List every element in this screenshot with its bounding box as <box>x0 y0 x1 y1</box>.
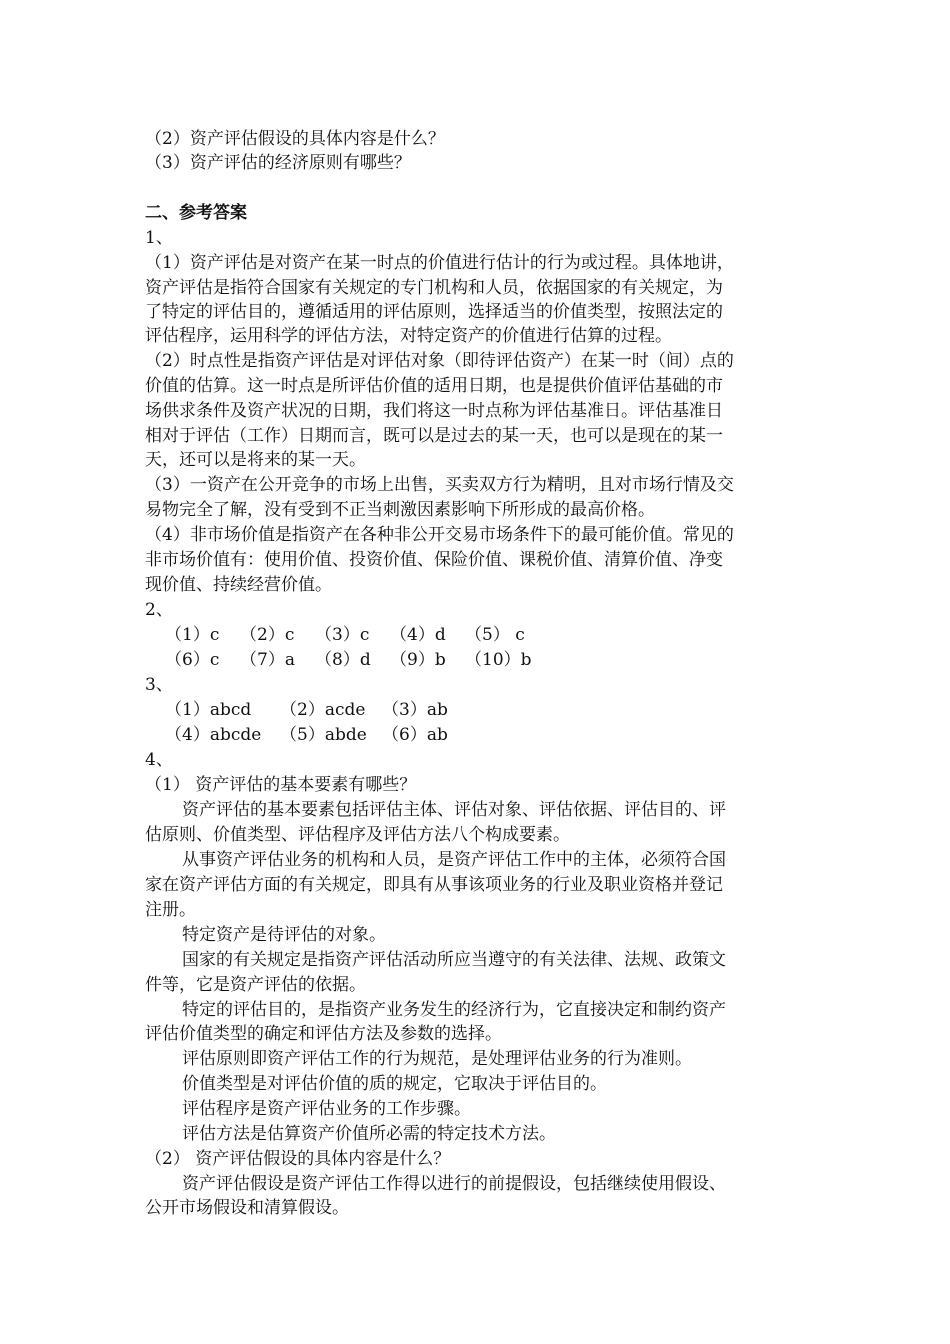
q4-sub1-line: 特定的评估目的，是指资产业务发生的经济行为，它直接决定和制约资产 <box>182 1000 726 1020</box>
question-3-text: （3）资产评估的经济原则有哪些？ <box>145 153 411 173</box>
q2-answer: （6）c <box>165 650 220 670</box>
q1-line: 场供求条件及资产状况的日期，我们将这一时点称为评估基准日。评估基准日 <box>145 401 723 421</box>
question-2-text: （2）资产评估假设的具体内容是什么？ <box>145 129 445 149</box>
q4-sub2-line: 资产评估假设是资产评估工作得以进行的前提假设，包括继续使用假设、 <box>182 1174 726 1194</box>
q4-sub1-title: （1） 资产评估的基本要素有哪些？ <box>145 775 417 795</box>
q1-line: 价值的估算。这一时点是所评估价值的适用日期，也是提供价值评估基础的市 <box>145 376 723 396</box>
q2-number: 2、 <box>145 600 173 620</box>
q4-sub1-line: 评估原则即资产评估工作的行为规范，是处理评估业务的行为准则。 <box>182 1049 692 1069</box>
q3-number: 3、 <box>145 675 173 695</box>
q4-sub1-line: 家在资产评估方面的有关规定，即具有从事该项业务的行业及职业资格并登记 <box>145 875 723 895</box>
q1-line: 易物完全了解，没有受到不正当刺激因素影响下所形成的最高价格。 <box>145 500 655 520</box>
q3-answer: （5）abde <box>280 725 367 745</box>
q4-sub1-line: 资产评估的基本要素包括评估主体、评估对象、评估依据、评估目的、评 <box>182 800 726 820</box>
q4-sub1-line: 估原则、价值类型、评估程序及评估方法八个构成要素。 <box>145 825 570 845</box>
q4-sub2-title: （2） 资产评估假设的具体内容是什么？ <box>145 1149 451 1169</box>
q1-line: 现价值、持续经营价值。 <box>145 575 332 595</box>
q3-answer: （4）abcde <box>165 725 262 745</box>
answers-heading: 二、参考答案 <box>145 203 247 223</box>
q4-sub1-line: 评估程序是资产评估业务的工作步骤。 <box>182 1099 471 1119</box>
q2-answer: （4）d <box>390 625 446 645</box>
q4-sub1-line: 国家的有关规定是指资产评估活动所应当遵守的有关法律、法规、政策文 <box>182 950 726 970</box>
q2-answer: （1）c <box>165 625 220 645</box>
q3-answer: （1）abcd <box>165 700 252 720</box>
q1-line: （1）资产评估是对资产在某一时点的价值进行估计的行为或过程。具体地讲， <box>145 253 734 273</box>
q1-line: （3）一资产在公开竞争的市场上出售，买卖双方行为精明，且对市场行情及交 <box>145 475 734 495</box>
q1-line: （4）非市场价值是指资产在各种非公开交易市场条件下的最可能价值。常见的 <box>145 525 734 545</box>
q4-sub2-line: 公开市场假设和清算假设。 <box>145 1198 349 1218</box>
q2-answer: （8）d <box>315 650 371 670</box>
q4-number: 4、 <box>145 750 173 770</box>
q2-answer: （9）b <box>390 650 446 670</box>
q1-line: 评估程序，运用科学的评估方法，对特定资产的价值进行估算的过程。 <box>145 326 672 346</box>
q1-line: （2）时点性是指资产评估是对评估对象（即待评估资产）在某一时（间）点的 <box>145 351 734 371</box>
q3-answer: （3）ab <box>382 700 448 720</box>
q4-sub1-line: 评估方法是估算资产价值所必需的特定技术方法。 <box>182 1124 556 1144</box>
q4-sub1-line: 注册。 <box>145 900 196 920</box>
q2-answer: （2）c <box>240 625 295 645</box>
q1-line: 了特定的评估目的，遵循适用的评估原则，选择适当的价值类型，按照法定的 <box>145 302 723 322</box>
q2-answer: （3）c <box>315 625 370 645</box>
q4-sub1-line: 价值类型是对评估价值的质的规定，它取决于评估目的。 <box>182 1074 607 1094</box>
q2-answer: （7）a <box>240 650 295 670</box>
q3-answer: （6）ab <box>382 725 448 745</box>
q1-line: 非市场价值有：使用价值、投资价值、保险价值、课税价值、清算价值、净变 <box>145 550 723 570</box>
q1-number: 1、 <box>145 228 173 248</box>
q1-line: 天，还可以是将来的某一天。 <box>145 450 366 470</box>
q1-line: 资产评估是指符合国家有关规定的专门机构和人员，依据国家的有关规定，为 <box>145 278 723 298</box>
q2-answer: （10）b <box>465 650 532 670</box>
q4-sub1-line: 评估价值类型的确定和评估方法及参数的选择。 <box>145 1024 502 1044</box>
q4-sub1-line: 件等，它是资产评估的依据。 <box>145 975 366 995</box>
q1-line: 相对于评估（工作）日期而言，既可以是过去的某一天，也可以是现在的某一 <box>145 426 723 446</box>
q4-sub1-line: 从事资产评估业务的机构和人员，是资产评估工作中的主体，必须符合国 <box>182 850 726 870</box>
q3-answer: （2）acde <box>280 700 366 720</box>
q4-sub1-line: 特定资产是待评估的对象。 <box>182 925 386 945</box>
q2-answer: （5） c <box>465 625 525 645</box>
